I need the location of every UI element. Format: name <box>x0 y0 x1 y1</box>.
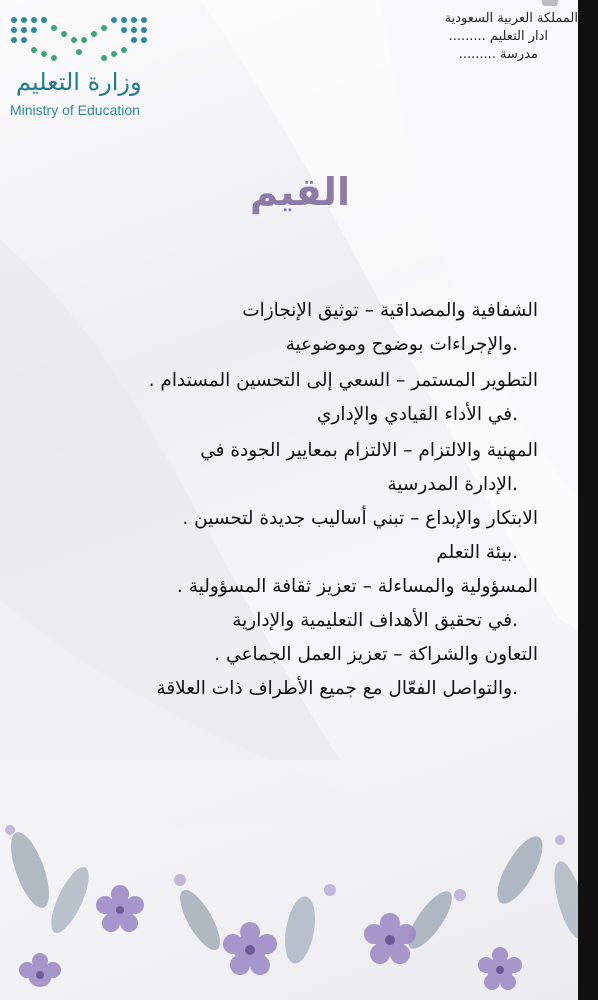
values-line-9: المسؤولية والمساءلة – تعزيز ثقافة المسؤولية . <box>177 576 538 597</box>
values-line-5: المهنية والالتزام – الالتزام بمعايير الجودة في <box>200 440 538 461</box>
flowers-decoration <box>0 800 598 1000</box>
values-line-11: التعاون والشراكة – تعزيز العمل الجماعي . <box>214 644 538 665</box>
values-line-6: .الإدارة المدرسية <box>387 474 518 495</box>
logo-arabic-text: وزارة التعليم <box>16 68 142 96</box>
document-header <box>378 10 578 64</box>
values-line-8: .بيئة التعلم <box>436 542 518 563</box>
values-line-4: .في الأداء القيادي والإداري <box>316 404 518 425</box>
top-tab-handle <box>542 0 558 6</box>
screen-edge-bar <box>578 0 598 1000</box>
values-line-10: .في تحقيق الأهداف التعليمية والإدارية <box>232 610 518 631</box>
values-line-1: الشفافية والمصداقية – توثيق الإنجازات <box>242 300 538 321</box>
header-country: المملكة العربية السعودية <box>444 11 578 26</box>
header-school: مدرسة ......... <box>458 47 538 62</box>
values-line-3: التطوير المستمر – السعي إلى التحسين المستدام . <box>148 370 538 391</box>
values-line-7: الابتكار والإبداع – تبني أساليب جديدة لتحسين . <box>182 508 538 529</box>
values-line-12: .والتواصل الفعّال مع جميع الأطراف ذات العلاقة <box>156 678 518 699</box>
header-education-admin: ادار التعليم ......... <box>448 29 548 44</box>
page-title: القيم <box>250 170 350 214</box>
values-line-2: .والإجراءات بوضوح وموضوعية <box>285 334 518 355</box>
logo-dots-icon <box>10 14 148 64</box>
logo-english-text: Ministry of Education <box>10 102 140 118</box>
ministry-logo <box>8 14 153 124</box>
